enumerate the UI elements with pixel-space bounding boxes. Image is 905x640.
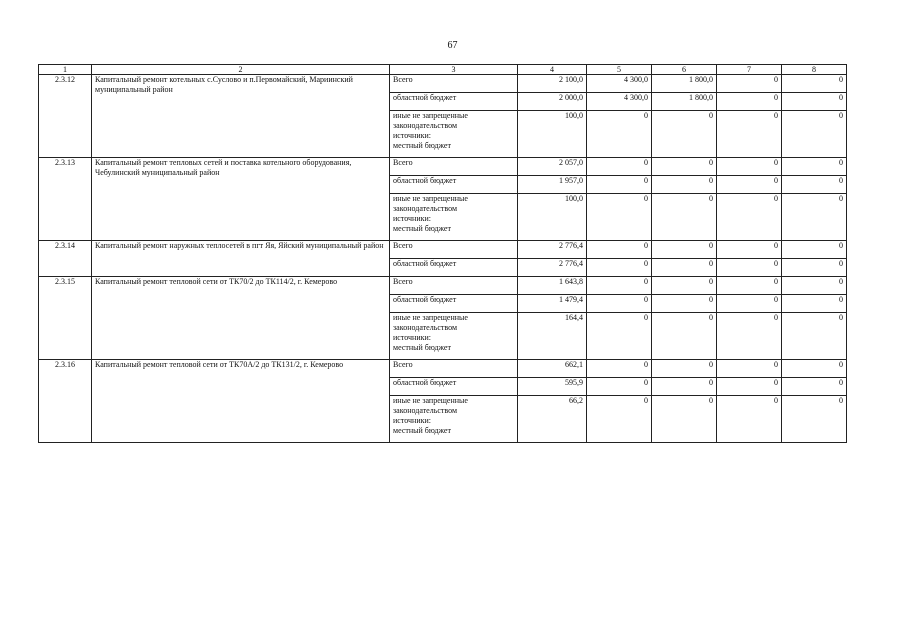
page-number: 67 [447,40,458,51]
table-row [39,277,847,295]
amount-cell: 0 [717,378,782,396]
amount-cell: 0 [652,194,717,241]
amount-cell: 0 [717,259,782,277]
funding-source-line: местный бюджет [393,224,451,233]
amount-cell: 0 [652,176,717,194]
amount-cell: 0 [782,158,847,176]
amount-cell: 0 [782,176,847,194]
table-row [39,75,847,93]
amount-cell: 595,9 [518,378,587,396]
item-code: 2.3.14 [39,241,92,277]
amount-cell: 0 [587,313,652,360]
amount-cell: 0 [587,396,652,443]
amount-cell: 1 957,0 [518,176,587,194]
funding-source [390,277,518,295]
amount-cell: 0 [587,194,652,241]
table-body [39,75,847,443]
funding-source [390,313,518,360]
amount-cell: 0 [587,176,652,194]
amount-cell: 0 [717,194,782,241]
amount-cell: 0 [782,360,847,378]
amount-cell: 0 [782,194,847,241]
funding-source-line: местный бюджет [393,426,451,435]
amount-cell: 0 [782,295,847,313]
amount-cell: 2 776,4 [518,259,587,277]
funding-source [390,194,518,241]
amount-cell: 1 479,4 [518,295,587,313]
funding-source-line: Всего [393,158,413,167]
amount-cell: 0 [652,313,717,360]
amount-cell: 0 [782,93,847,111]
funding-source [390,241,518,259]
amount-cell: 0 [652,378,717,396]
funding-source-line: областной бюджет [393,176,457,185]
funding-source [390,75,518,93]
amount-cell: 0 [782,259,847,277]
funding-source-line: иные не запрещенные [393,194,468,203]
column-header: 5 [587,65,652,75]
amount-cell: 1 800,0 [652,75,717,93]
amount-cell: 0 [587,241,652,259]
amount-cell: 0 [782,241,847,259]
amount-cell: 0 [587,259,652,277]
funding-source-line: источники: [393,416,431,425]
amount-cell: 0 [782,313,847,360]
amount-cell: 0 [652,277,717,295]
funding-source [390,295,518,313]
funding-source-line: Всего [393,360,413,369]
funding-source-line: иные не запрещенные [393,313,468,322]
item-name: Капитальный ремонт тепловой сети от ТК70/2 до ТК114/2, г. Кемерово [92,277,390,360]
item-name: Капитальный ремонт тепловой сети от ТК70А/2 до ТК131/2, г. Кемерово [92,360,390,443]
funding-source [390,176,518,194]
amount-cell: 2 057,0 [518,158,587,176]
amount-cell: 2 000,0 [518,93,587,111]
amount-cell: 0 [717,360,782,378]
table-row [39,241,847,259]
amount-cell: 0 [717,111,782,158]
amount-cell: 0 [652,295,717,313]
column-header: 1 [39,65,92,75]
funding-source-line: Всего [393,277,413,286]
table-row [39,158,847,176]
amount-cell: 0 [717,313,782,360]
amount-cell: 0 [717,277,782,295]
amount-cell: 100,0 [518,194,587,241]
funding-source [390,378,518,396]
amount-cell: 2 776,4 [518,241,587,259]
amount-cell: 0 [717,295,782,313]
table-row [39,360,847,378]
amount-cell: 0 [717,176,782,194]
amount-cell: 0 [717,158,782,176]
column-header: 8 [782,65,847,75]
amount-cell: 0 [717,241,782,259]
amount-cell: 4 300,0 [587,93,652,111]
amount-cell: 0 [717,75,782,93]
funding-source-line: областной бюджет [393,295,457,304]
amount-cell: 4 300,0 [587,75,652,93]
funding-source-line: источники: [393,131,431,140]
amount-cell: 0 [587,378,652,396]
funding-source-line: законодательством [393,323,458,332]
amount-cell: 662,1 [518,360,587,378]
amount-cell: 0 [782,396,847,443]
amount-cell: 0 [782,378,847,396]
item-name: Капитальный ремонт тепловых сетей и поставка котельного оборудования, Чебулинский муниципальный район [92,158,390,241]
funding-source-line: местный бюджет [393,141,451,150]
amount-cell: 164,4 [518,313,587,360]
amount-cell: 0 [587,360,652,378]
amount-cell: 0 [782,277,847,295]
funding-source-line: областной бюджет [393,93,457,102]
item-code: 2.3.12 [39,75,92,158]
funding-source-line: Всего [393,75,413,84]
amount-cell: 0 [652,259,717,277]
item-name: Капитальный ремонт наружных теплосетей в пгт Яя, Яйский муниципальный район [92,241,390,277]
amount-cell: 66,2 [518,396,587,443]
amount-cell: 0 [717,93,782,111]
amount-cell: 0 [587,158,652,176]
amount-cell: 100,0 [518,111,587,158]
funding-source [390,111,518,158]
funding-source [390,259,518,277]
amount-cell: 0 [652,241,717,259]
funding-source-line: Всего [393,241,413,250]
amount-cell: 1 800,0 [652,93,717,111]
funding-source-line: законодательством [393,121,458,130]
funding-source-line: иные не запрещенные [393,111,468,120]
funding-source-line: законодательством [393,406,458,415]
column-header: 3 [390,65,518,75]
funding-source-line: законодательством [393,204,458,213]
funding-source-line: областной бюджет [393,259,457,268]
funding-source [390,360,518,378]
amount-cell: 0 [782,111,847,158]
amount-cell: 0 [717,396,782,443]
amount-cell: 0 [587,111,652,158]
budget-table [38,64,847,443]
item-code: 2.3.16 [39,360,92,443]
amount-cell: 0 [652,111,717,158]
amount-cell: 2 100,0 [518,75,587,93]
funding-source-line: иные не запрещенные [393,396,468,405]
column-header: 4 [518,65,587,75]
amount-cell: 0 [652,396,717,443]
amount-cell: 0 [587,277,652,295]
funding-source-line: местный бюджет [393,343,451,352]
funding-source [390,396,518,443]
amount-cell: 0 [782,75,847,93]
column-header: 6 [652,65,717,75]
amount-cell: 0 [652,158,717,176]
funding-source-line: источники: [393,214,431,223]
funding-source-line: областной бюджет [393,378,457,387]
column-header: 2 [92,65,390,75]
amount-cell: 0 [587,295,652,313]
funding-source-line: источники: [393,333,431,342]
amount-cell: 0 [652,360,717,378]
column-header: 7 [717,65,782,75]
item-code: 2.3.15 [39,277,92,360]
item-name: Капитальный ремонт котельных с.Суслово и п.Первомайский, Мариинский муниципальный район [92,75,390,158]
item-code: 2.3.13 [39,158,92,241]
amount-cell: 1 643,8 [518,277,587,295]
funding-source [390,158,518,176]
header-row [39,65,847,75]
funding-source [390,93,518,111]
